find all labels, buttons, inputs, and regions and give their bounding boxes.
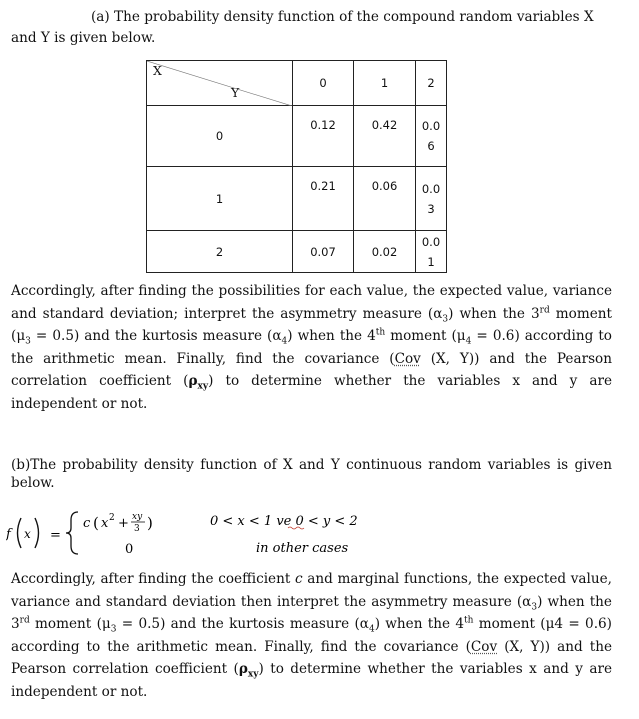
alpha-symbol: α [522,593,532,610]
text: (X, Y)) and the Pearson correlation coefficient ( [11,350,612,389]
cov-word: Cov [470,638,498,655]
row-header: 2 [147,231,293,273]
subscript: 4 [368,624,375,635]
subscript: 3 [110,624,117,635]
table-cell [354,106,416,167]
text: = 0.6) according to the arithmetic mean. Finally, find the covariance ( [11,616,612,655]
part-b-paragraph [11,568,612,703]
mu-symbol: μ [16,328,26,344]
cell-value: 0.12 [310,118,336,132]
formula-close-paren: ) [147,514,153,532]
table-cell [354,231,416,273]
formula-condition-2: in other cases [256,541,349,556]
part-b-intro: (b)The probability density function of X and Y continuous random variables is given below. [11,457,612,491]
cell-value: 0.21 [310,179,336,193]
subscript: 3 [442,314,449,325]
superscript: th [375,327,386,338]
text: = 0.5) and the kurtosis measure ( [116,616,360,632]
text: (X, Y)) and the Pearson correlation coefficient ( [11,638,612,677]
table-cell [416,167,447,231]
part-a-intro [11,6,612,49]
formula-x2: x [101,516,109,531]
text: ) when the [537,593,612,610]
mu4-symbol: μ4 [545,616,564,632]
left-paren [18,518,22,548]
table-row [147,231,447,273]
c-symbol: c [294,571,303,587]
brace [66,512,78,554]
text: moment ( [11,305,612,344]
text: moment ( [29,616,102,632]
col-header: 1 [354,61,416,106]
table-header-row [147,61,447,106]
corner-cell [147,61,293,106]
diagonal-divider [147,61,292,106]
table-row [147,167,447,231]
part-a-intro-line1: (a) The probability density function of the compound random variables X [91,9,594,25]
formula-plus: + [118,516,129,531]
alpha-symbol: α [359,616,369,632]
mu-symbol: μ [101,616,111,632]
text: ) to determine whether the variables x and y are independent or not. [11,373,612,412]
cell-value-part: 3 [427,201,435,216]
cell-value-part: 0.0 [421,119,441,133]
cell-value-part: 0.0 [421,181,441,196]
formula-zero: 0 [125,542,134,557]
cell-value: 0.07 [310,244,336,259]
formula-f: f [6,527,11,542]
pdf-formula [6,508,626,558]
text: ) when the 3 [448,305,540,322]
mu-symbol: μ [456,328,466,344]
right-paren [35,518,39,548]
table-cell [354,167,416,231]
text: = 0.5) and the kurtosis measure ( [30,328,273,344]
subscript: 4 [281,336,288,347]
table-cell [293,106,354,167]
text: ) when the 4 [287,328,376,344]
text: moment ( [385,328,457,344]
rho-symbol: ρ [238,661,248,677]
cell-value-part: 1 [427,254,435,269]
cov-word: Cov [394,350,421,367]
corner-y-label: Y [231,85,240,100]
cell-value: 0.42 [371,118,398,132]
formula-equals: = [50,528,61,543]
cell-value-part: 0.0 [421,234,441,249]
part-a-intro-line2: and Y is given below. [11,29,156,46]
formula-open-paren: ( [93,514,99,532]
alpha-symbol: α [272,328,282,344]
cell-value: 0.06 [371,179,398,193]
col-header: 2 [416,61,447,106]
superscript: rd [19,615,30,626]
alpha-symbol: α [433,305,443,322]
corner-x-label: X [153,63,162,78]
formula-c: c [83,516,91,531]
cell-value: 0.02 [371,244,398,259]
text: 3 [11,616,20,632]
text: Accordingly, after finding the possibilities for each value, the expected value, variance and standard deviation; interpret the asymmetry measure ( [11,283,612,322]
row-header: 0 [147,106,293,167]
superscript: rd [539,304,550,315]
formula-x: x [24,527,31,541]
part-a-paragraph [11,280,612,415]
row-header: 1 [147,167,293,231]
text: ) when the 4 [374,616,464,632]
formula-denominator: 3 [134,524,140,534]
subscript: xy [197,381,209,392]
rho-symbol: ρ [188,373,198,389]
probability-table [146,60,447,273]
formula-exponent: 2 [109,513,115,523]
text: = 0.6) according to the arithmetic mean. Finally, find the covariance ( [11,328,612,367]
text: ) to determine whether the variables x and y are independent or not. [11,661,612,700]
text: Accordingly, after finding the coefficient [11,571,295,587]
text: and marginal functions, the expected value, variance and standard deviation then interpret the asymmetry measure ( [11,571,612,610]
subscript: 4 [465,336,472,347]
subscript: 3 [25,336,31,347]
cell-value-part: 6 [427,139,435,153]
formula-graphic [6,508,626,558]
table-cell [293,231,354,273]
formula-condition-1: 0 < x < 1 ve 0 < y < 2 [210,514,358,529]
subscript: xy [247,669,259,680]
col-header: 0 [293,61,354,106]
table-cell [293,167,354,231]
table-cell [416,231,447,273]
table-cell [416,106,447,167]
formula-numerator: xy [132,512,143,522]
table-row [147,106,447,167]
text: moment ( [473,616,546,632]
superscript: th [464,615,474,626]
subscript: 3 [531,602,538,613]
